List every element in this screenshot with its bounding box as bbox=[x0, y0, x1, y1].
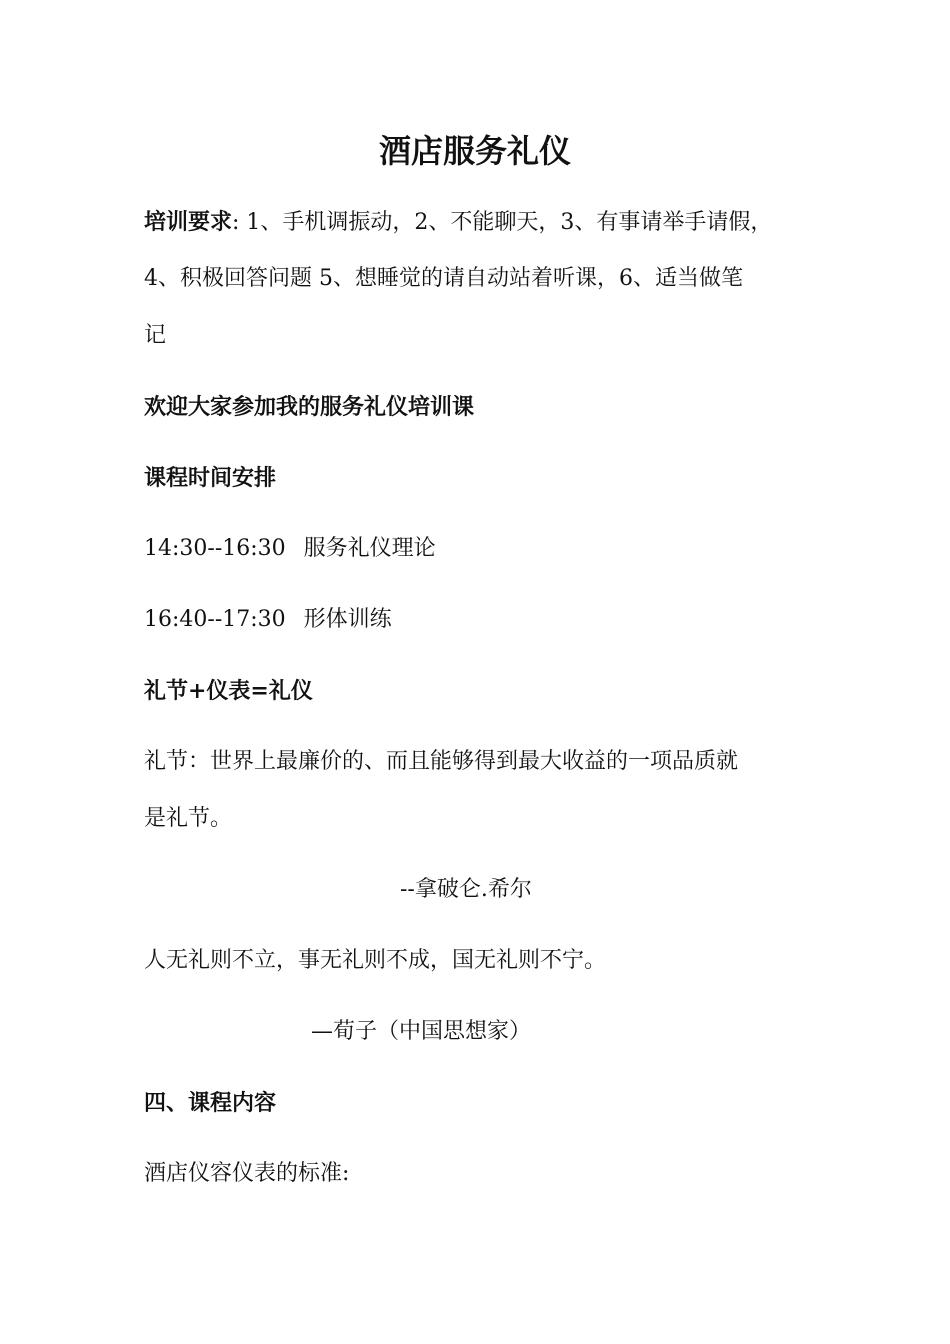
schedule-heading: 课程时间安排 bbox=[144, 465, 277, 491]
quote1-author: --拿破仑.希尔 bbox=[400, 877, 532, 902]
quote1-line-2: 是礼节。 bbox=[144, 806, 233, 831]
quote2-author: —荀子（中国思想家） bbox=[311, 1019, 532, 1044]
welcome-heading: 欢迎大家参加我的服务礼仪培训课 bbox=[144, 394, 475, 420]
schedule-topic-1: 服务礼仪理论 bbox=[303, 536, 436, 561]
formula-heading: 礼节+仪表=礼仪 bbox=[144, 678, 313, 704]
section4-heading: 四、课程内容 bbox=[144, 1090, 277, 1116]
quote2-text: 人无礼则不立，事无礼则不成，国无礼则不宁。 bbox=[144, 948, 607, 973]
requirements-text-1: : 1、手机调振动，2、不能聊天，3、有事请举手请假， bbox=[232, 210, 773, 235]
requirements-line-3: 记 bbox=[144, 323, 167, 348]
standard-text: 酒店仪容仪表的标准: bbox=[144, 1161, 350, 1186]
schedule-time-2: 16:40--17:30 bbox=[144, 607, 286, 632]
requirements-label: 培训要求 bbox=[144, 209, 233, 235]
schedule-topic-2: 形体训练 bbox=[303, 607, 392, 632]
document-title: 酒店服务礼仪 bbox=[378, 132, 571, 170]
schedule-time-1: 14:30--16:30 bbox=[144, 536, 286, 561]
schedule-item-2 bbox=[144, 605, 392, 635]
requirements-line-1 bbox=[144, 207, 772, 238]
schedule-item-1 bbox=[144, 534, 436, 564]
quote1-line-1: 礼节：世界上最廉价的、而且能够得到最大收益的一项品质就 bbox=[144, 749, 739, 774]
requirements-line-2: 4、积极回答问题 5、想睡觉的请自动站着听课，6、适当做笔 bbox=[144, 266, 743, 291]
